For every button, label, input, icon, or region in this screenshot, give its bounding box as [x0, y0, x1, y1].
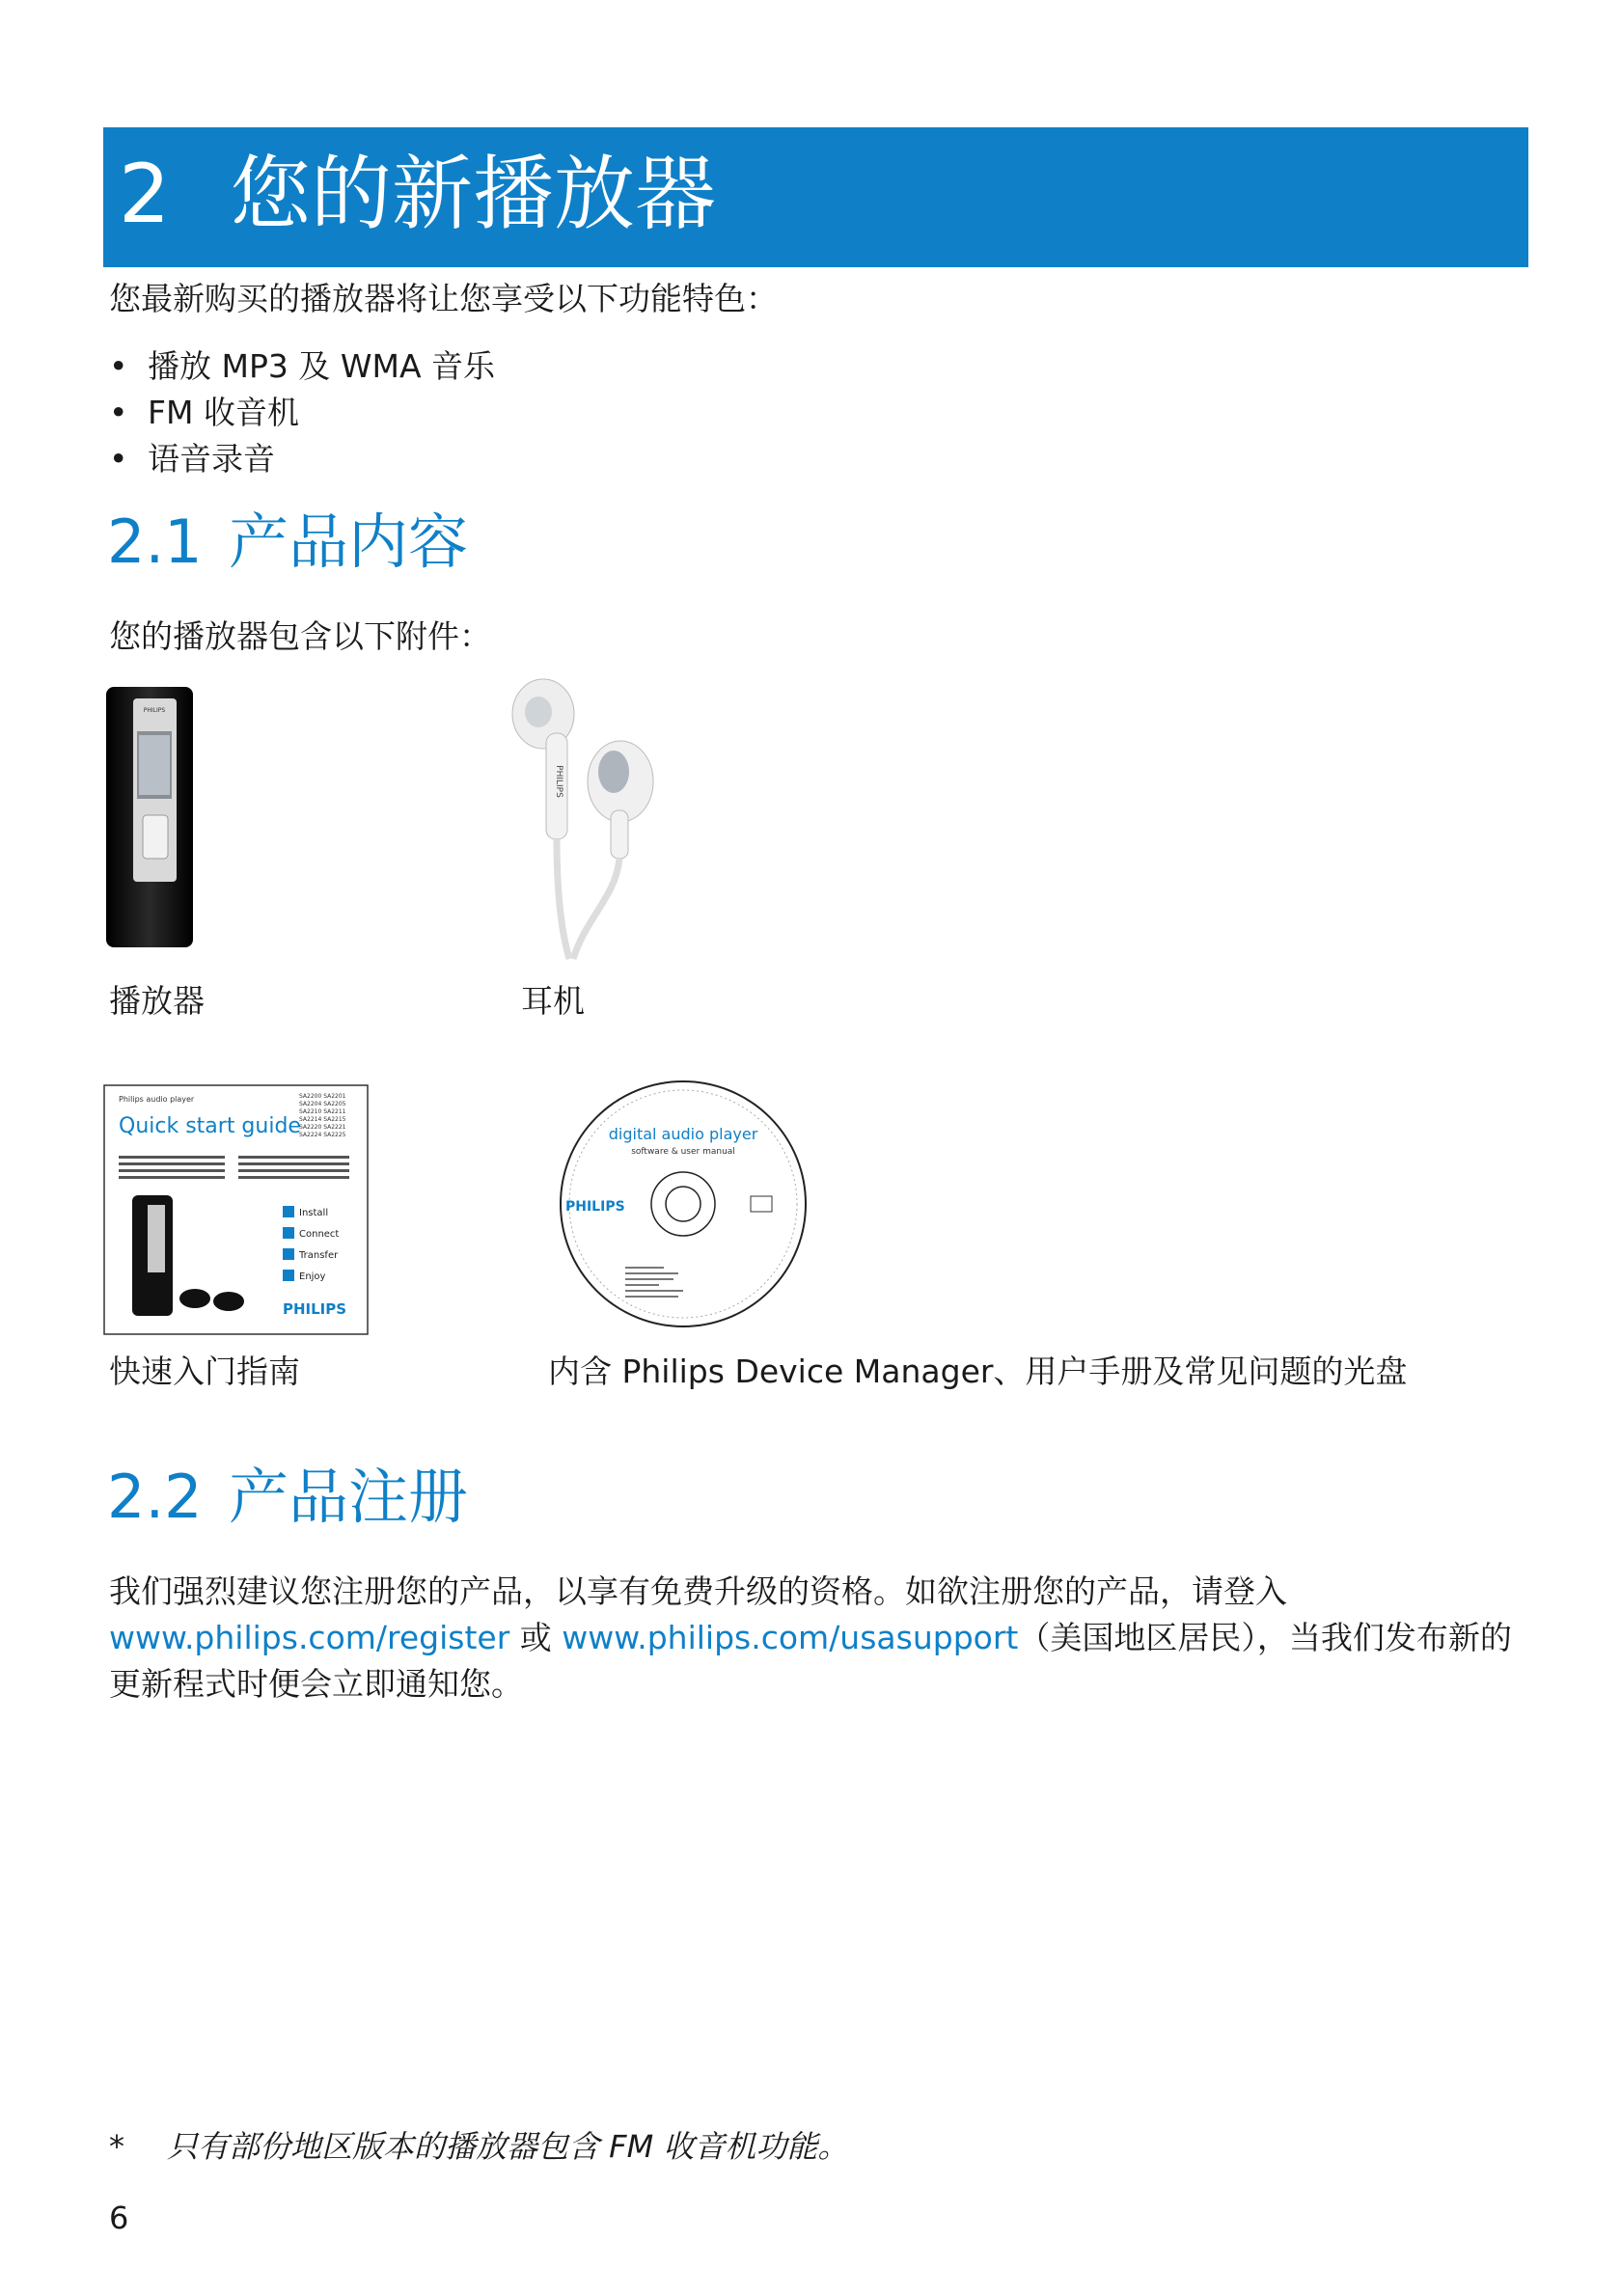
page-number: 6 — [109, 2200, 129, 2236]
feature-item: • 语音录音 — [109, 436, 495, 482]
feature-list — [109, 343, 495, 482]
guide-title: Quick start guide — [119, 1114, 301, 1138]
guide-brand: PHILIPS — [283, 1300, 347, 1318]
intro-text: 您最新购买的播放器将让您享受以下功能特色： — [109, 280, 778, 317]
section-heading-register — [107, 1459, 468, 1536]
chapter-title: 您的新播放器 — [230, 147, 717, 241]
section-number: 2.1 — [107, 506, 203, 577]
item-caption-earphones: 耳机 — [521, 982, 585, 1020]
guide-model: SA2214 SA2215 — [299, 1116, 346, 1123]
feature-item: • FM 收音机 — [109, 390, 495, 436]
guide-model: SA2204 SA2205 — [299, 1101, 346, 1107]
guide-model: SA2224 SA2225 — [299, 1132, 346, 1138]
earphones-icon — [509, 675, 664, 961]
guide-step: Enjoy — [299, 1271, 326, 1282]
section-title: 产品内容 — [229, 506, 469, 577]
register-line: 更新程式时便会立即通知您。 — [109, 1665, 523, 1703]
or-text: 或 — [509, 1619, 563, 1656]
chapter-number: 2 — [119, 147, 171, 241]
feature-item: • 播放 MP3 及 WMA 音乐 — [109, 343, 495, 390]
item-caption-cd: 内含 Philips Device Manager、用户手册及常见问题的光盘 — [548, 1353, 1408, 1390]
guide-step: Install — [299, 1208, 329, 1218]
guide-header: Philips audio player — [119, 1095, 195, 1104]
item-caption-player: 播放器 — [109, 982, 205, 1020]
guide-step: Transfer — [299, 1250, 339, 1261]
footnote-marker: * — [109, 2128, 124, 2165]
guide-model: SA2210 SA2211 — [299, 1108, 346, 1115]
section-number: 2.2 — [107, 1462, 203, 1532]
register-paragraph — [109, 1569, 1527, 1708]
cd-subtitle: software & user manual — [631, 1147, 735, 1157]
cd-icon — [558, 1079, 809, 1329]
register-text: （美国地区居民），当我们发布新的 — [1018, 1619, 1512, 1656]
player-brand: PHILIPS — [143, 707, 166, 714]
section-heading-contents — [107, 504, 468, 581]
cd-brand: PHILIPS — [565, 1199, 625, 1215]
item-caption-guide: 快速入门指南 — [109, 1353, 300, 1390]
quick-start-guide-icon — [103, 1084, 369, 1335]
register-link[interactable]: www.philips.com/register — [109, 1619, 510, 1656]
contents-intro: 您的播放器包含以下附件： — [109, 617, 491, 655]
guide-model: SA2220 SA2221 — [299, 1124, 346, 1131]
player-icon — [104, 685, 196, 951]
usasupport-link[interactable]: www.philips.com/usasupport — [562, 1619, 1019, 1656]
footnote — [109, 2125, 848, 2168]
cd-title: digital audio player — [608, 1125, 758, 1143]
section-title: 产品注册 — [229, 1462, 469, 1532]
register-line — [109, 1615, 1527, 1661]
earphones-brand: PHILIPS — [554, 765, 563, 798]
register-line: 我们强烈建议您注册您的产品，以享有免费升级的资格。如欲注册您的产品，请登入 — [109, 1572, 1287, 1610]
guide-model: SA2200 SA2201 — [299, 1093, 346, 1100]
guide-step: Connect — [299, 1229, 340, 1240]
footnote-text: 只有部份地区版本的播放器包含 FM 收音机功能。 — [167, 2128, 849, 2165]
